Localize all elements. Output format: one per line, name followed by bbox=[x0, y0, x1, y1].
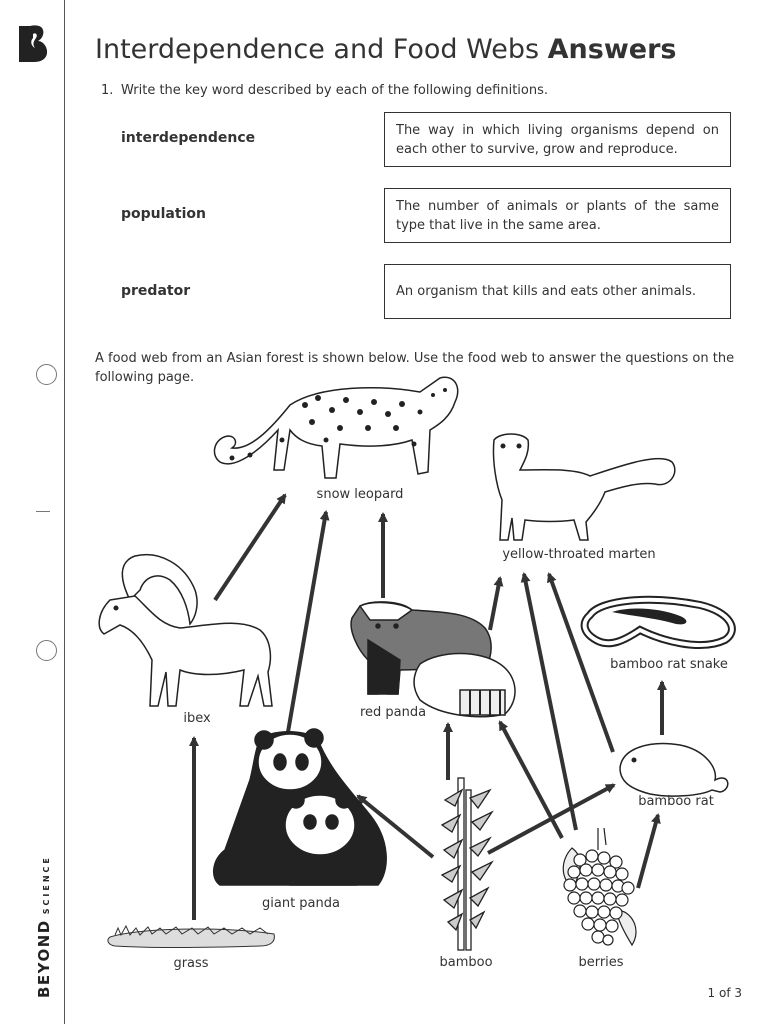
grass-icon bbox=[108, 926, 274, 948]
label-grass: grass bbox=[173, 956, 209, 971]
berries-icon bbox=[563, 828, 636, 945]
snow-leopard-icon bbox=[214, 377, 457, 478]
brand-name: BEYOND bbox=[35, 919, 53, 998]
ibex-icon bbox=[99, 555, 272, 706]
keyword-3: predator bbox=[121, 283, 191, 299]
question-number: 1. bbox=[101, 83, 114, 98]
arrow-rat-to-marten bbox=[549, 574, 613, 752]
bamboo-rat-snake-icon bbox=[585, 600, 732, 645]
label-marten: yellow-throated marten bbox=[502, 547, 656, 562]
title-main: Interdependence and Food Webs bbox=[95, 34, 540, 65]
definition-box-3 bbox=[384, 264, 731, 319]
definition-box-2 bbox=[384, 188, 731, 243]
label-ibex: ibex bbox=[183, 711, 211, 726]
keyword-2: population bbox=[121, 206, 206, 222]
binder-hole-bottom bbox=[36, 640, 57, 661]
question-prompt: Write the key word described by each of the following definitions. bbox=[121, 83, 549, 98]
page-title bbox=[95, 34, 677, 65]
label-rat-snake: bamboo rat snake bbox=[610, 657, 728, 672]
question-1 bbox=[101, 83, 548, 98]
fold-mark bbox=[36, 511, 50, 512]
food-web-intro: A food web from an Asian forest is shown below. Use the food web to answer the questions on the following page. bbox=[95, 351, 735, 385]
label-bamboo: bamboo bbox=[439, 955, 493, 970]
brand-sub: SCIENCE bbox=[42, 855, 51, 915]
label-giant-panda: giant panda bbox=[262, 896, 340, 911]
marten-icon bbox=[493, 434, 674, 540]
binder-hole-top bbox=[36, 364, 57, 385]
bamboo-icon bbox=[442, 778, 492, 950]
brand-vertical bbox=[34, 855, 53, 998]
food-web-diagram bbox=[65, 370, 765, 990]
arrow-berries-to-rat bbox=[638, 815, 658, 888]
arrow-redpanda-to-marten bbox=[490, 578, 500, 630]
definition-box-1 bbox=[384, 112, 731, 167]
label-bamboo-rat: bamboo rat bbox=[638, 794, 714, 809]
title-bold: Answers bbox=[547, 34, 677, 65]
label-red-panda: red panda bbox=[359, 705, 427, 720]
keyword-1: interdependence bbox=[121, 130, 256, 146]
definition-3: An organism that kills and eats other animals. bbox=[396, 284, 697, 299]
bamboo-rat-icon bbox=[620, 744, 728, 797]
arrow-berries-to-redpanda bbox=[500, 722, 562, 838]
arrow-panda-to-leopard bbox=[288, 512, 326, 732]
page-number: 1 of 3 bbox=[707, 986, 742, 1000]
beyond-logo-icon bbox=[16, 22, 50, 64]
definition-1: The way in which living organisms depend on each other to survive, grow and reproduce. bbox=[396, 122, 719, 157]
arrow-berries-to-marten bbox=[524, 574, 576, 830]
label-snow-leopard: snow leopard bbox=[316, 487, 404, 502]
arrow-ibex-to-leopard bbox=[215, 495, 285, 600]
label-berries: berries bbox=[578, 955, 624, 970]
giant-panda-icon bbox=[214, 729, 387, 885]
definition-2: The number of animals or plants of the same type that live in the same area. bbox=[396, 198, 719, 233]
